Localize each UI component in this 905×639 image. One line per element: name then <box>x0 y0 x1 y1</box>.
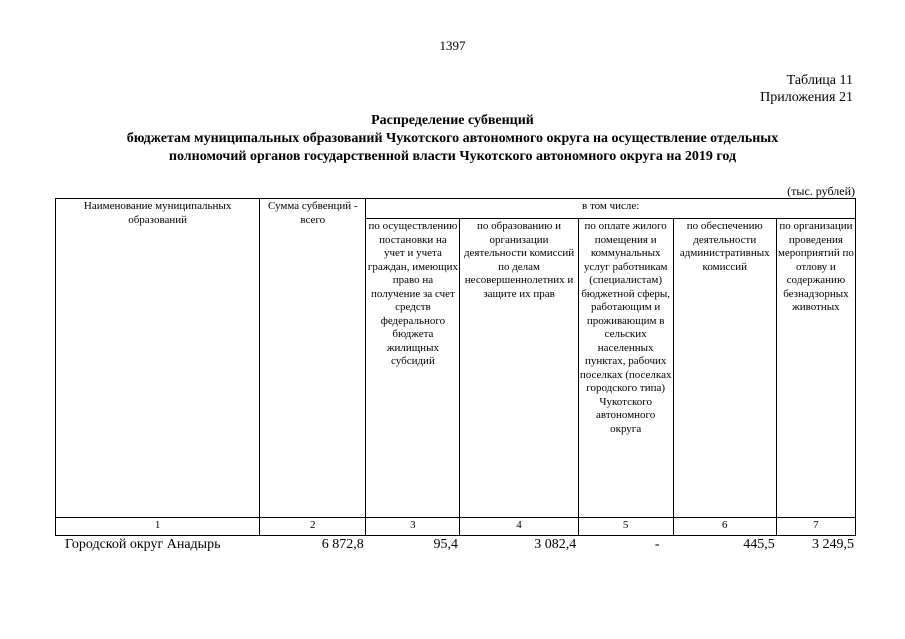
column-number: 3 <box>366 518 460 536</box>
municipality-name: Городской округ Анадырь <box>65 537 221 552</box>
subsidy-data-rows <box>55 536 856 554</box>
units-label: (тыс. рублей) <box>787 184 855 198</box>
column-number: 7 <box>776 518 855 536</box>
header-housing-subsidies: по осуществлению постановки на учет и учета граждан, имеющих право на получение за счет средств федерального бюджета жилищных субсидий <box>366 219 460 518</box>
column-number: 5 <box>578 518 673 536</box>
utility-value: - <box>654 537 660 552</box>
header-stray-animals: по организации проведения мероприятий по отлову и содержанию безнадзорных животных <box>776 219 855 518</box>
title-line-1: Распределение субвенций <box>371 113 534 128</box>
subsidy-table-header <box>55 198 856 536</box>
housing-value: 95,4 <box>433 537 458 552</box>
header-admin-commissions: по обеспечению деятельности административных комиссий <box>673 219 776 518</box>
animals-value: 3 249,5 <box>812 537 854 552</box>
total-value: 6 872,8 <box>321 537 364 552</box>
title-line-2: бюджетам муниципальных образований Чукотского автономного округа на осуществление отдельных <box>126 131 779 146</box>
appendix-number: Приложения 21 <box>760 90 853 105</box>
column-number-row <box>56 518 856 536</box>
table-reference <box>760 72 853 106</box>
header-total: Сумма субвенций - всего <box>260 199 366 518</box>
title-line-3: полномочий органов государственной власти Чукотского автономного округа на 2019 год <box>168 149 737 164</box>
document-title <box>0 112 905 166</box>
table-number: Таблица 11 <box>786 73 853 88</box>
page-number: 1397 <box>439 38 466 53</box>
column-number: 2 <box>260 518 366 536</box>
column-number: 1 <box>56 518 260 536</box>
header-including: в том числе: <box>366 199 856 219</box>
column-number: 6 <box>673 518 776 536</box>
admin-value: 445,5 <box>743 537 775 552</box>
header-juvenile-commissions: по образованию и организации деятельности комиссий по делам несовершеннолетних и защите их прав <box>460 219 578 518</box>
header-utility-payments: по оплате жилого помещения и коммунальных услуг работникам (специалистам) бюджетной сферы, работающим и проживающим в сельских населенных пунктах, рабочих поселках (поселках городского типа) Чукотского автономного округа <box>578 219 673 518</box>
juvenile-value: 3 082,4 <box>534 537 577 552</box>
header-municipality: Наименование муниципальных образований <box>56 199 260 518</box>
table-row <box>55 536 856 554</box>
column-number: 4 <box>460 518 578 536</box>
